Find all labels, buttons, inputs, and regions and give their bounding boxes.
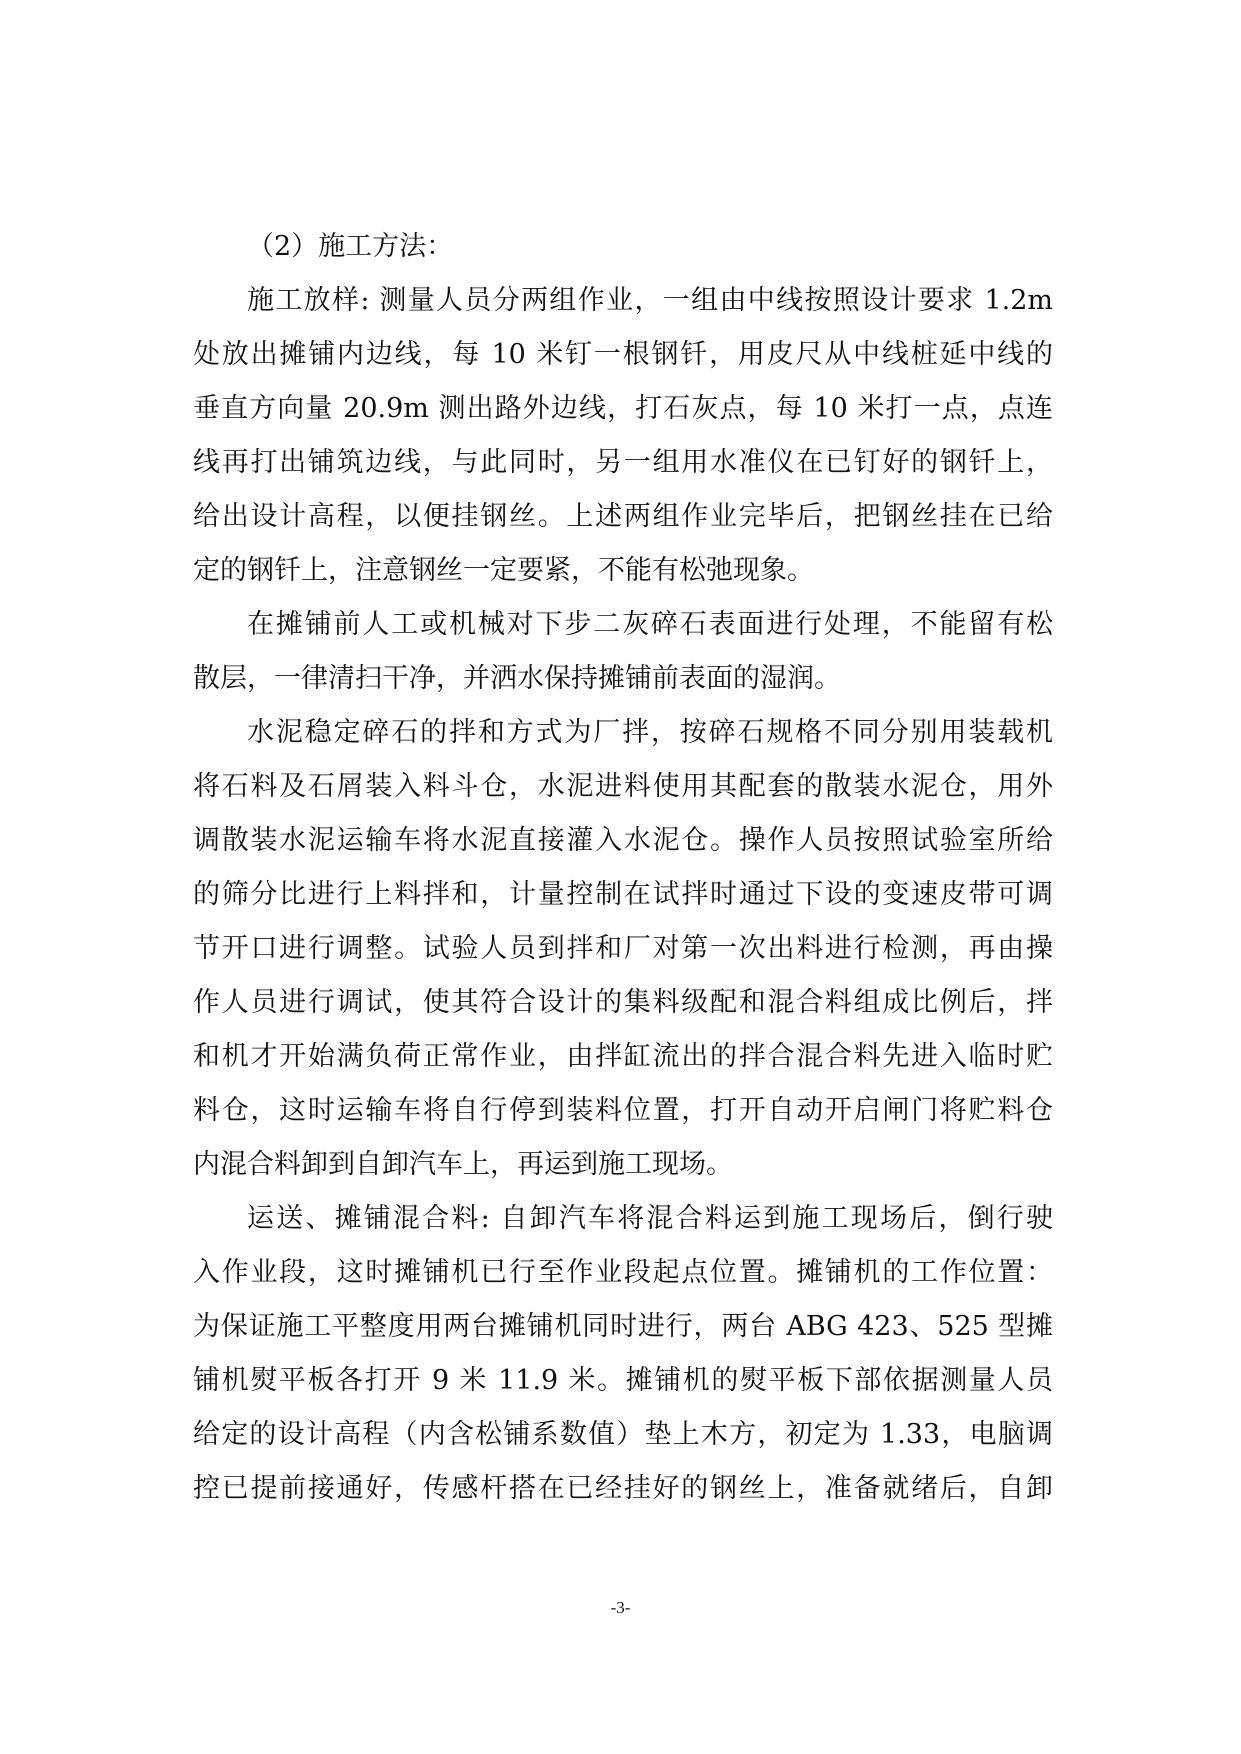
text-line: 线再打出铺筑边线，与此同时，另一组用水准仪在已钉好的钢钎上， [193,447,1053,478]
text-line: 内混合料卸到自卸汽车上，再运到施工现场。 [193,1149,733,1180]
page-number: -3- [610,1598,631,1617]
text-line: 施工放样: 测量人员分两组作业，一组由中线按照设计要求 1.2m [247,285,1053,316]
text-line: 为保证施工平整度用两台摊铺机同时进行，两台 ABG 423、525 型摊 [193,1311,1053,1342]
text-line: 处放出摊铺内边线，每 10 米钉一根钢钎，用皮尺从中线桩延中线的 [193,339,1053,370]
text-line: 控已提前接通好，传感杆搭在已经挂好的钢丝上，准备就绪后，自卸 [193,1473,1053,1504]
text-line: 给定的设计高程（内含松铺系数值）垫上木方，初定为 1.33，电脑调 [193,1419,1053,1450]
text-line: （2）施工方法： [247,231,454,262]
text-line: 在摊铺前人工或机械对下步二灰碎石表面进行处理，不能留有松 [247,609,1053,640]
text-line: 铺机熨平板各打开 9 米 11.9 米。摊铺机的熨平板下部依据测量人员 [193,1365,1053,1396]
text-line: 将石料及石屑装入料斗仓，水泥进料使用其配套的散装水泥仓，用外 [193,771,1053,802]
text-line: 水泥稳定碎石的拌和方式为厂拌，按碎石规格不同分别用装载机 [247,717,1053,748]
text-line: 节开口进行调整。试验人员到拌和厂对第一次出料进行检测，再由操 [193,933,1053,964]
text-line: 和机才开始满负荷正常作业，由拌缸流出的拌合混合料先进入临时贮 [193,1041,1053,1072]
text-line: 定的钢钎上，注意钢丝一定要紧，不能有松弛现象。 [193,555,814,586]
text-line: 垂直方向量 20.9m 测出路外边线，打石灰点，每 10 米打一点，点连 [193,393,1053,424]
text-line: 调散装水泥运输车将水泥直接灌入水泥仓。操作人员按照试验室所给 [193,825,1053,856]
text-line: 运送、摊铺混合料: 自卸汽车将混合料运到施工现场后，倒行驶 [247,1203,1053,1234]
text-line: 料仓，这时运输车将自行停到装料位置，打开自动开启闸门将贮料仓 [193,1095,1053,1126]
text-line: 散层，一律清扫干净，并洒水保持摊铺前表面的湿润。 [193,663,841,694]
text-line: 入作业段，这时摊铺机已行至作业段起点位置。摊铺机的工作位置： [193,1257,1053,1288]
text-line: 的筛分比进行上料拌和，计量控制在试拌时通过下设的变速皮带可调 [193,879,1053,910]
text-line: 作人员进行调试，使其符合设计的集料级配和混合料组成比例后，拌 [193,987,1053,1018]
text-line: 给出设计高程，以便挂钢丝。上述两组作业完毕后，把钢丝挂在已给 [193,501,1053,532]
